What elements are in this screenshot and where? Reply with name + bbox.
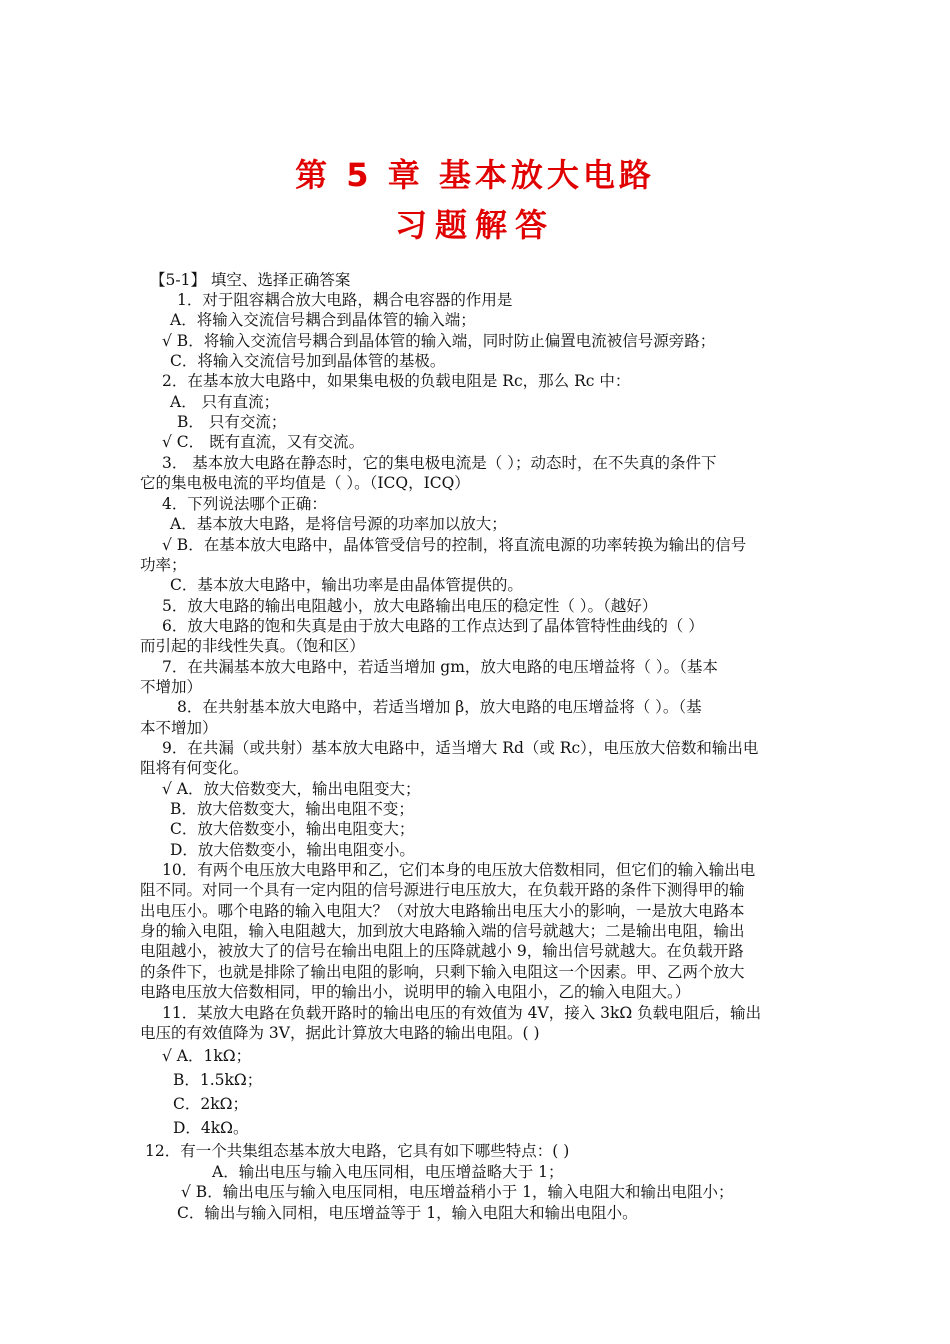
option-4b-cont: 功率； [140, 556, 187, 574]
option-1a: A．将输入交流信号耦合到晶体管的输入端； [170, 311, 476, 329]
question-10: 10．有两个电压放大电路甲和乙，它们本身的电压放大倍数相同，但它们的输入输出电 [162, 861, 756, 879]
question-10-line3: 出电压小。哪个电路的输入电阻大？（对放大电路输出电压大小的影响，一是放大电路本 [140, 902, 745, 920]
question-2: 2．在基本放大电路中，如果集电极的负载电阻是 Rc，那么 Rc 中： [162, 372, 631, 390]
option-2a: A． 只有直流； [170, 393, 280, 411]
question-5: 5．放大电路的输出电阻越小，放大电路输出电压的稳定性（ ）。（越好） [162, 597, 658, 615]
question-10-line4: 身的输入电阻，输入电阻越大，加到放大电路输入端的信号就越大；二是输出电阻，输出 [140, 922, 745, 940]
option-12b: √ B．输出电压与输入电压同相，电压增益稍小于 1，输入电阻大和输出电阻小； [181, 1183, 734, 1201]
question-10-line6: 的条件下，也就是排除了输出电阻的影响，只剩下输入电阻这一个因素。甲、乙两个放大 [140, 963, 745, 981]
question-11-cont: 电压的有效值降为 3V，据此计算放大电路的输出电阻。( ) [140, 1024, 540, 1042]
option-11a: √ A．1kΩ； [162, 1047, 252, 1065]
question-6: 6．放大电路的饱和失真是由于放大电路的工作点达到了晶体管特性曲线的（ ） [162, 617, 704, 635]
question-10-line2: 阻不同。对同一个具有一定内阻的信号源进行电压放大，在负载开路的条件下测得甲的输 [140, 881, 745, 899]
option-2c: √ C． 既有直流，又有交流。 [162, 433, 365, 451]
question-11: 11．某放大电路在负载开路时的输出电压的有效值为 4V，接入 3kΩ 负载电阻后，输出 [162, 1004, 762, 1022]
option-11d: D．4kΩ。 [173, 1119, 249, 1137]
question-7: 7．在共漏基本放大电路中，若适当增加 gm，放大电路的电压增益将（ ）。（基本 [162, 658, 718, 676]
question-6-cont: 而引起的非线性失真。（饱和区） [140, 637, 365, 655]
chapter-subtitle: 习题解答 [394, 206, 555, 244]
question-10-line7: 电路电压放大倍数相同，甲的输出小，说明甲的输入电阻小，乙的输入电阻大。） [140, 983, 691, 1001]
option-1c: C．将输入交流信号加到晶体管的基极。 [170, 352, 446, 370]
chapter-title: 第 5 章 基本放大电路 [295, 156, 655, 194]
question-7-cont: 不增加） [140, 678, 203, 696]
question-3-cont: 它的集电极电流的平均值是（ ）。（ICQ，ICQ） [140, 474, 470, 492]
option-4a: A．基本放大电路，是将信号源的功率加以放大； [170, 515, 507, 533]
option-1b: √ B．将输入交流信号耦合到晶体管的输入端，同时防止偏置电流被信号源旁路； [162, 332, 716, 350]
option-4b: √ B．在基本放大电路中，晶体管受信号的控制，将直流电源的功率转换为输出的信号 [162, 536, 747, 554]
question-9-cont: 阻将有何变化。 [140, 759, 249, 777]
option-11b: B．1.5kΩ； [173, 1071, 263, 1089]
option-9a: √ A．放大倍数变大，输出电阻变大； [162, 780, 421, 798]
option-2b: B． 只有交流； [177, 413, 287, 431]
option-12c: C．输出与输入同相，电压增益等于 1，输入电阻大和输出电阻小。 [177, 1204, 638, 1222]
option-12a: A．输出电压与输入电压同相，电压增益略大于 1； [212, 1163, 564, 1181]
option-9c: C．放大倍数变小，输出电阻变大； [170, 820, 415, 838]
option-9b: B．放大倍数变大，输出电阻不变； [170, 800, 414, 818]
question-9: 9．在共漏（或共射）基本放大电路中，适当增大 Rd（或 Rc），电压放大倍数和输出电 [162, 739, 759, 757]
question-3: 3． 基本放大电路在静态时，它的集电极电流是（ ）；动态时，在不失真的条件下 [162, 454, 717, 472]
question-10-line5: 电阻越小，被放大了的信号在输出电阻上的压降就越小 9，输出信号就越大。在负载开路 [140, 942, 744, 960]
section-heading: 【5-1】 填空、选择正确答案 [150, 271, 351, 289]
option-11c: C．2kΩ； [173, 1095, 248, 1113]
question-1: 1．对于阻容耦合放大电路，耦合电容器的作用是 [177, 291, 513, 309]
option-9d: D．放大倍数变小，输出电阻变小。 [170, 841, 415, 859]
question-8-cont: 本不增加） [140, 719, 218, 737]
question-8: 8．在共射基本放大电路中，若适当增加 β，放大电路的电压增益将（ ）。（基 [177, 698, 702, 716]
question-4: 4．下列说法哪个正确： [162, 495, 327, 513]
option-4c: C．基本放大电路中，输出功率是由晶体管提供的。 [170, 576, 523, 594]
question-12: 12．有一个共集组态基本放大电路，它具有如下哪些特点：( ) [145, 1142, 570, 1160]
